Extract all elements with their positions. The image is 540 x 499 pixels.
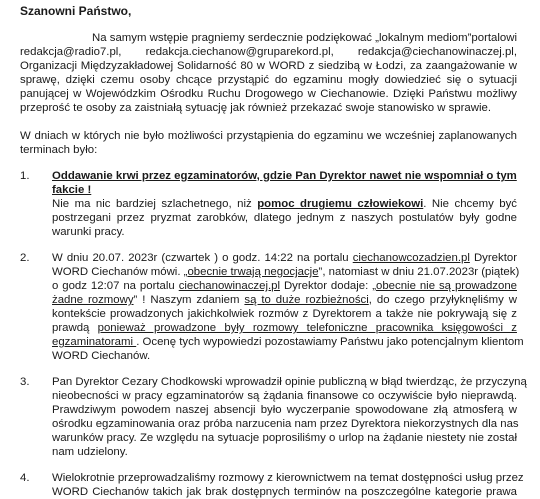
item-1-number: 1. <box>20 170 30 182</box>
item-1-heading-line-2: fakcie ! <box>52 184 92 196</box>
item-1-heading-line-1: Oddawanie krwi przez egzaminatorów, gdzie Pan Dyrektor nawet nie wspomniał o tym <box>52 170 517 182</box>
item-2-line-1: W dniu 20.07. 2023r (czwartek ) o godz. 14:22 na portalu ciechanowcozadzien.pl Dyrektor <box>52 252 517 264</box>
item-2-line-6: prawdą ponieważ prowadzone były rozmowy telefoniczne pracownika księgowości z <box>52 322 517 334</box>
item-2-number: 2. <box>20 252 30 264</box>
item-3-line-4: ośrodku egzaminowania oraz próba narzucenia nam przez Dyrektora niekorzystnych dla nas <box>52 418 519 430</box>
item-1-emphasis: pomoc drugiemu człowiekowi <box>257 198 424 210</box>
item-3-line-2: nieobecności w pracy egzaminatorów są żądania finansowe co oczywiście było nieprawdą. <box>52 390 517 402</box>
intro-line-3: Organizacji Międzyzakładowej Solidarność 80 w WORD z siedzibą w Łodzi, za zaangażowanie w <box>20 60 517 72</box>
greeting: Szanowni Państwo, <box>20 4 132 18</box>
item-2-line-8: WORD Ciechanów. <box>52 350 151 362</box>
item-4-line-1: Wielokrotnie przeprowadzaliśmy rozmowy z kierownictwem na temat dostępności usług przez <box>52 472 524 484</box>
item-3-line-3: Prawdziwym powodem naszej absencji było wyczerpanie spowodowane złą atmosferą w <box>52 404 517 416</box>
item-1-line-3: Nie ma nic bardziej szlachetnego, niż pomoc drugiemu człowiekowi. Nie chcemy być <box>52 198 517 210</box>
context-line-1: W dniach w których nie było możliwości przystąpienia do egzaminu we wcześniej zaplanowanych <box>20 130 517 142</box>
item-2-line-5: kontekście prowadzonych jakichkolwiek rozmów z Dyrektorem a także nie pokrywają się z <box>52 308 517 320</box>
intro-line-5: panującej w Wojewódzkim Ośrodku Ruchu Drogowego w Ciechanowie. Dzięki Państwu możliwy <box>20 88 517 100</box>
item-3-line-1: Pan Dyrektor Cezary Chodkowski wprowadził opinie publiczną w błąd twierdząc, że przyczyną <box>52 376 527 388</box>
item-2-line-2: WORD Ciechanów mówi. „obecnie trwają negocjacje”, natomiast w dniu 21.07.2023r (piątek) <box>52 266 520 278</box>
intro-line-4: sprawę, dzięki czemu osoby chcące przystąpić do egzaminu mogły dowiedzieć się o sytuacji <box>20 74 517 86</box>
item-3-line-6: nam udzielony. <box>52 446 128 458</box>
item-2-line-3: o godz 12:07 na portalu ciechanowinaczej.pl Dyrektor dodaje: „obecnie nie są prowadzone <box>52 280 517 292</box>
item-2-line-7: egzaminatorami . Ocenę tych wypowiedzi pozostawiamy Państwu jako potencjalnym klientom <box>52 336 524 348</box>
item-2-line-4: żadne rozmowy” ! Naszym zdaniem są to duże rozbieżności, do czego przyłyknęliśmy w <box>52 294 517 306</box>
intro-line-2: redakcja@radio7.pl, redakcja.ciechanow@gruparekord.pl, redakcja@ciechanowinaczej.pl, <box>20 46 517 58</box>
item-4-line-2: WORD Ciechanów takich jak brak dostępnych terminów na poszczególne kategorie prawa <box>52 486 517 498</box>
item-3-line-5: warunków pracy. Ze względu na sytuacje poprosiliśmy o urlop na żądanie niestety nie został <box>52 432 517 444</box>
portal-link-ciechanowinaczej: ciechanowinaczej.pl <box>178 280 281 292</box>
item-4-number: 4. <box>20 472 30 484</box>
item-3-number: 3. <box>20 376 30 388</box>
intro-line-1: Na samym wstępie pragniemy serdecznie podziękować „lokalnym mediom”portalowi <box>92 32 517 44</box>
intro-line-6: przeprość te osoby za zaistniałą sytuację jak również przekazać swoje stanowisko w sprawie. <box>20 102 492 114</box>
item-1-line-4: postrzegani przez pryzmat zarobków, dlatego jednym z naszych postulatów były godne <box>52 212 517 224</box>
item-1-line-5: warunki pracy. <box>52 226 125 238</box>
context-line-2: terminach było: <box>20 144 98 156</box>
portal-link-ciechanowcozadzien: ciechanowcozadzien.pl <box>352 252 470 264</box>
